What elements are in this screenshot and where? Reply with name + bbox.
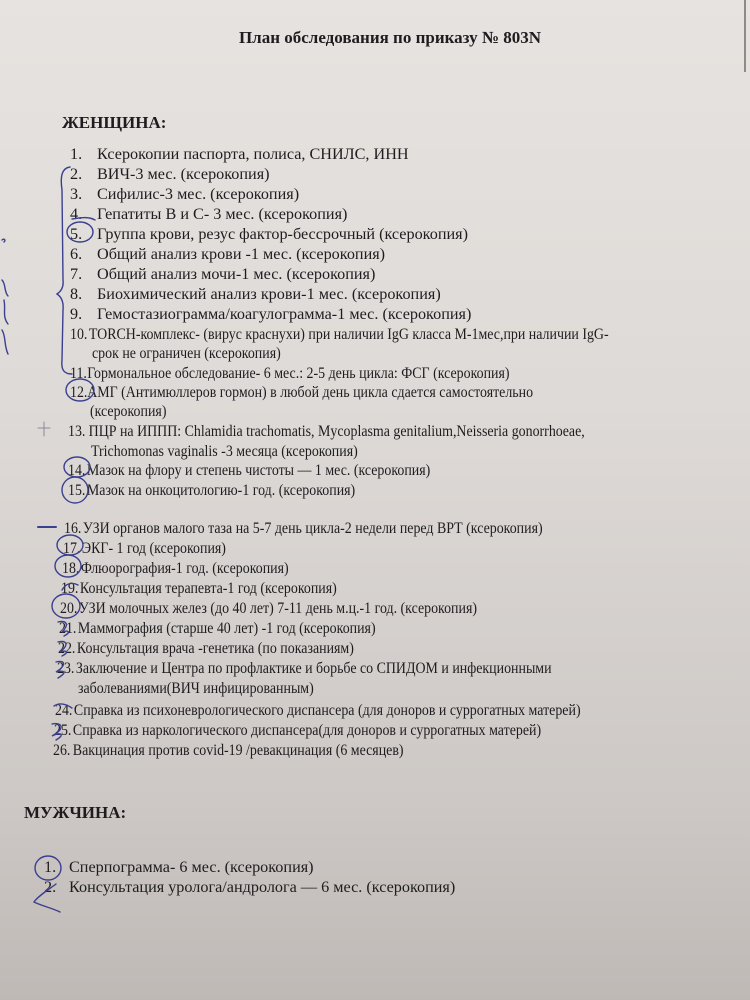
list-item: 16.УЗИ органов малого таза на 5-7 день цикла-2 недели перед ВРТ (ксерокопия) xyxy=(64,519,543,537)
section-heading-women: ЖЕНЩИНА: xyxy=(62,113,167,132)
list-item: 13. ПЦР на ИППП: Chlamidia trachomatis, Mycoplasma genitalium,Neisseria gonorrhoeae, xyxy=(68,422,585,440)
list-item-continuation: срок не ограничен (ксерокопия) xyxy=(92,344,281,362)
list-item: 12.АМГ (Антимюллеров гормон) в любой день цикла сдается самостоятельно xyxy=(70,383,534,401)
list-item: 24.Справка из психоневрологического диспансера (для доноров и суррогатных матерей) xyxy=(55,701,581,719)
list-item: 2. Консультация уролога/андролога — 6 мес. (ксерокопия) xyxy=(44,878,456,896)
list-item: 19.Консультация терапевта-1 год (ксерокопия) xyxy=(61,579,337,597)
list-item: 1. Сперпограмма- 6 мес. (ксерокопия) xyxy=(44,858,314,876)
list-item-continuation: заболеваниями(ВИЧ инфицированным) xyxy=(78,679,314,697)
list-item: 21.Маммография (старше 40 лет) -1 год (ксерокопия) xyxy=(59,619,376,637)
document-title: План обследования по приказу № 803N xyxy=(238,28,542,47)
plus-mark-item-13 xyxy=(38,422,50,436)
list-item-continuation: (ксерокопия) xyxy=(90,402,167,420)
list-item: 6. Общий анализ крови -1 мес. (ксерокопия) xyxy=(70,245,386,263)
list-item: 5. Группа крови, резус фактор-бессрочный (ксерокопия) xyxy=(70,225,468,243)
list-item-continuation: Trichomonas vaginalis -3 месяца (ксерокопия) xyxy=(91,442,358,460)
list-item: 10.TORCH-комплекс- (вирус краснухи) при наличии IgG класса М-1мес,при наличии IgG- xyxy=(70,325,609,343)
list-item: 4. Гепатиты В и С- 3 мес. (ксерокопия) xyxy=(70,205,348,223)
list-item: 8. Биохимический анализ крови-1 мес. (ксерокопия) xyxy=(70,285,441,303)
list-item: 11.Гормональное обследование- 6 мес.: 2-5 день цикла: ФСГ (ксерокопия) xyxy=(70,364,510,382)
section-heading-men: МУЖЧИНА: xyxy=(24,803,127,822)
list-item: 1. Ксерокопии паспорта, полиса, СНИЛС, ИНН xyxy=(70,145,409,163)
list-item: 9. Гемостазиограмма/коагулограмма-1 мес. (ксерокопия) xyxy=(70,305,472,323)
list-item: 3. Сифилис-3 мес. (ксерокопия) xyxy=(70,185,300,203)
list-item: 25.Справка из наркологического диспансера(для доноров и суррогатных матерей) xyxy=(54,721,542,739)
list-item: 23.Заключение и Центра по профлактике и борьбе со СПИДОМ и инфекционными xyxy=(57,659,552,677)
list-item: 26. Вакцинация против covid-19 /ревакцинация (6 месяцев) xyxy=(53,741,404,759)
list-item: 18.Флюорография-1 год. (ксерокопия) xyxy=(62,559,289,577)
list-item: 14.Мазок на флору и степень чистоты — 1 мес. (ксерокопия) xyxy=(68,461,431,479)
margin-scribble xyxy=(2,239,8,354)
list-item: 22.Консультация врача -генетика (по показаниям) xyxy=(58,639,354,657)
list-item: 20.УЗИ молочных желез (до 40 лет) 7-11 день м.ц.-1 год. (ксерокопия) xyxy=(60,599,478,617)
list-item: 7. Общий анализ мочи-1 мес. (ксерокопия) xyxy=(70,265,376,283)
list-item: 2. ВИЧ-3 мес. (ксерокопия) xyxy=(70,165,270,183)
list-item: 15.Мазок на онкоцитологию-1 год. (ксерокопия) xyxy=(68,481,356,499)
list-item: 17.ЭКГ- 1 год (ксерокопия) xyxy=(63,539,226,557)
